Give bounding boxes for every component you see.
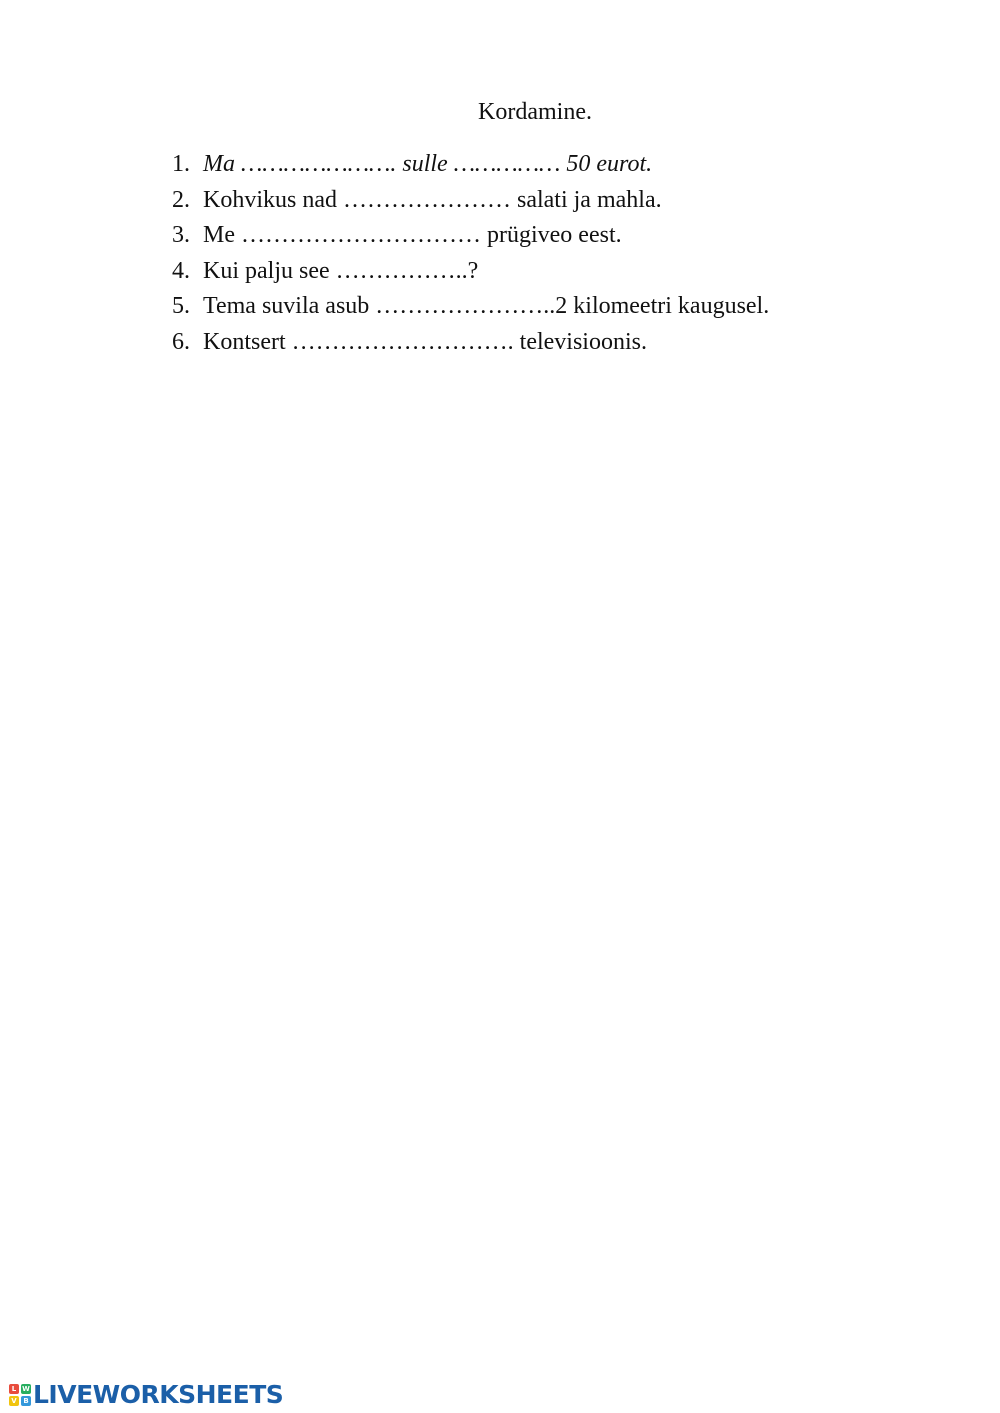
item-number: 5. [172,293,190,320]
item-number: 1. [172,151,190,177]
item-text: Kohvikus nad ………………… salati ja mahla. [203,186,662,213]
item-number: 6. [172,328,190,355]
list-item [172,254,932,290]
list-item [172,325,932,361]
item-text: Kontsert ………………………. televisioonis. [203,328,647,355]
logo-mark-cell: L [9,1384,19,1394]
logo-wordmark: LIVEWORKSHEETS [33,1380,284,1409]
exercise-list [172,147,932,361]
item-text: Me ………………………… prügiveo eest. [203,222,622,249]
list-item [172,289,932,325]
item-text: Kui palju see ……………..? [203,257,479,284]
list-item [172,218,932,254]
liveworksheets-logo [9,1381,283,1409]
item-number: 3. [172,222,190,249]
list-item [172,147,932,183]
logo-mark-cell: W [22,1385,30,1393]
page-title: Kordamine. [478,99,592,125]
logo-mark-cell: V [9,1396,19,1406]
item-text: Ma …………………. sulle …………… 50 eurot. [203,151,653,177]
item-number: 4. [172,257,190,284]
logo-mark-icon [9,1384,31,1406]
list-item [172,183,932,219]
logo-mark-cell: B [21,1396,31,1406]
item-text: Tema suvila asub …………………..2 kilomeetri kaugusel. [203,293,770,320]
item-number: 2. [172,186,190,213]
